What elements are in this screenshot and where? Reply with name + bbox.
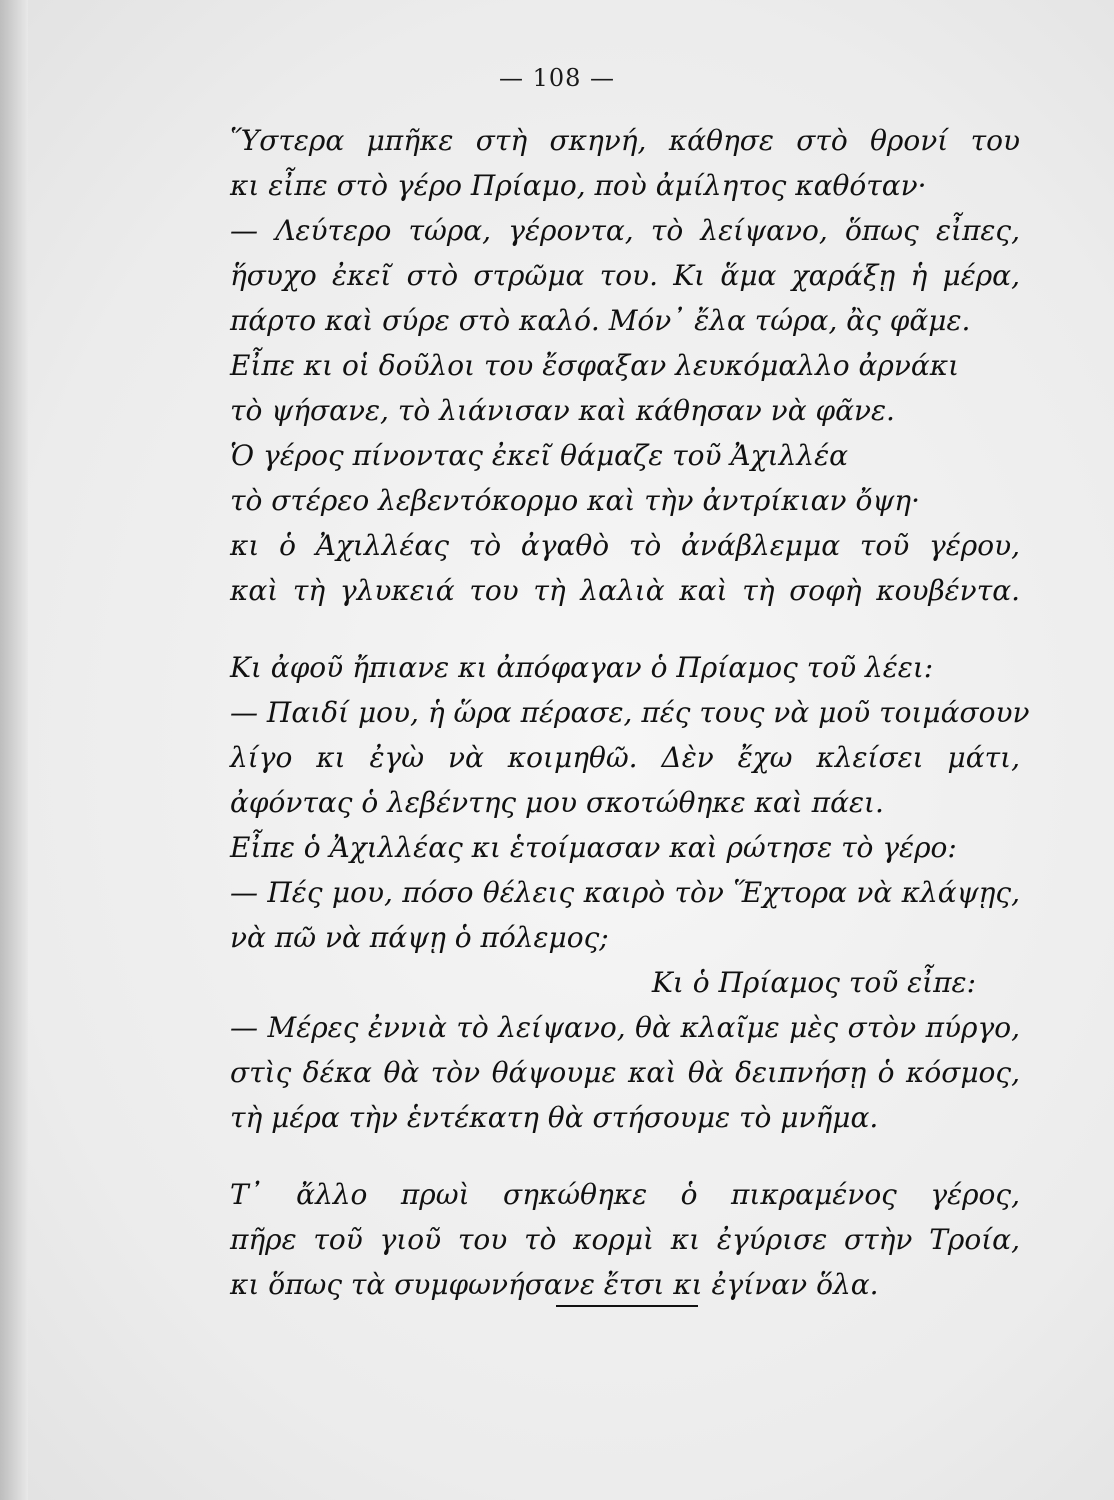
poem-line: Τ᾽ ἄλλο πρωὶ σηκώθηκε ὁ πικραμένος γέρος,	[230, 1178, 1020, 1211]
poem-line: κι ὅπως τὰ συμφωνήσανε ἔτσι κι ἐγίναν ὅλα.	[230, 1268, 879, 1301]
poem-line: — Λεύτερο τώρα, γέροντα, τὸ λείψανο, ὅπως εἶπες,	[230, 214, 1020, 247]
poem-line: ἀφόντας ὁ λεβέντης μου σκοτώθηκε καὶ πάει.	[230, 786, 884, 819]
poem-line: τὸ ψήσανε, τὸ λιάνισαν καὶ κάθησαν νὰ φᾶνε.	[230, 394, 895, 427]
poem-line: Ὕστερα μπῆκε στὴ σκηνή, κάθησε στὸ θρονί του	[230, 124, 1020, 157]
page-gutter	[0, 0, 28, 1500]
poem-line: κι εἶπε στὸ γέρο Πρίαμο, ποὺ ἀμίλητος καθόταν·	[230, 169, 927, 202]
poem-line: — Παιδί μου, ἡ ὥρα πέρασε, πές τους νὰ μοῦ τοιμάσουν	[230, 696, 1030, 729]
poem-text	[230, 118, 1030, 1307]
poem-line: λίγο κι ἐγὼ νὰ κοιμηθῶ. Δὲν ἔχω κλείσει μάτι,	[230, 741, 1020, 774]
poem-line: Κι ὁ Πρίαμος τοῦ εἶπε:	[651, 966, 976, 999]
poem-line: Κι ἀφοῦ ἤπιανε κι ἀπόφαγαν ὁ Πρίαμος τοῦ λέει:	[230, 651, 934, 684]
poem-line: κι ὁ Ἀχιλλέας τὸ ἀγαθὸ τὸ ἀνάβλεμμα τοῦ γέρου,	[230, 529, 1020, 562]
poem-line: καὶ τὴ γλυκειά του τὴ λαλιὰ καὶ τὴ σοφὴ κουβέντα.	[230, 574, 1020, 607]
poem-line: τὴ μέρα τὴν ἑντέκατη θὰ στήσουμε τὸ μνῆμα.	[230, 1101, 879, 1134]
poem-line: Ὁ γέρος πίνοντας ἐκεῖ θάμαζε τοῦ Ἀχιλλέα	[230, 439, 849, 472]
poem-line: νὰ πῶ νὰ πάψῃ ὁ πόλεμος;	[230, 921, 609, 954]
page-number: — 108 —	[498, 64, 616, 92]
poem-line: πῆρε τοῦ γιοῦ του τὸ κορμὶ κι ἐγύρισε στὴν Τροία,	[230, 1223, 1020, 1256]
poem-line: — Πές μου, πόσο θέλεις καιρὸ τὸν Ἕχτορα νὰ κλάψῃς,	[230, 876, 1020, 909]
poem-line: ἥσυχο ἐκεῖ στὸ στρῶμα του. Κι ἅμα χαράξῃ ἡ μέρα,	[230, 259, 1020, 292]
poem-line: πάρτο καὶ σύρε στὸ καλό. Μόν᾽ ἔλα τώρα, ἂς φᾶμε.	[230, 304, 971, 337]
end-rule	[556, 1305, 698, 1307]
poem-line: Εἶπε κι οἱ δοῦλοι του ἔσφαξαν λευκόμαλλο ἀρνάκι	[230, 349, 960, 382]
poem-line: στὶς δέκα θὰ τὸν θάψουμε καὶ θὰ δειπνήσῃ ὁ κόσμος,	[230, 1056, 1020, 1089]
poem-line: — Μέρες ἐννιὰ τὸ λείψανο, θὰ κλαῖμε μὲς στὸν πύργο,	[230, 1011, 1020, 1044]
poem-line: τὸ στέρεο λεβεντόκορμο καὶ τὴν ἀντρίκιαν ὄψη·	[230, 484, 920, 517]
poem-line: Εἶπε ὁ Ἀχιλλέας κι ἑτοίμασαν καὶ ρώτησε τὸ γέρο:	[230, 831, 957, 864]
